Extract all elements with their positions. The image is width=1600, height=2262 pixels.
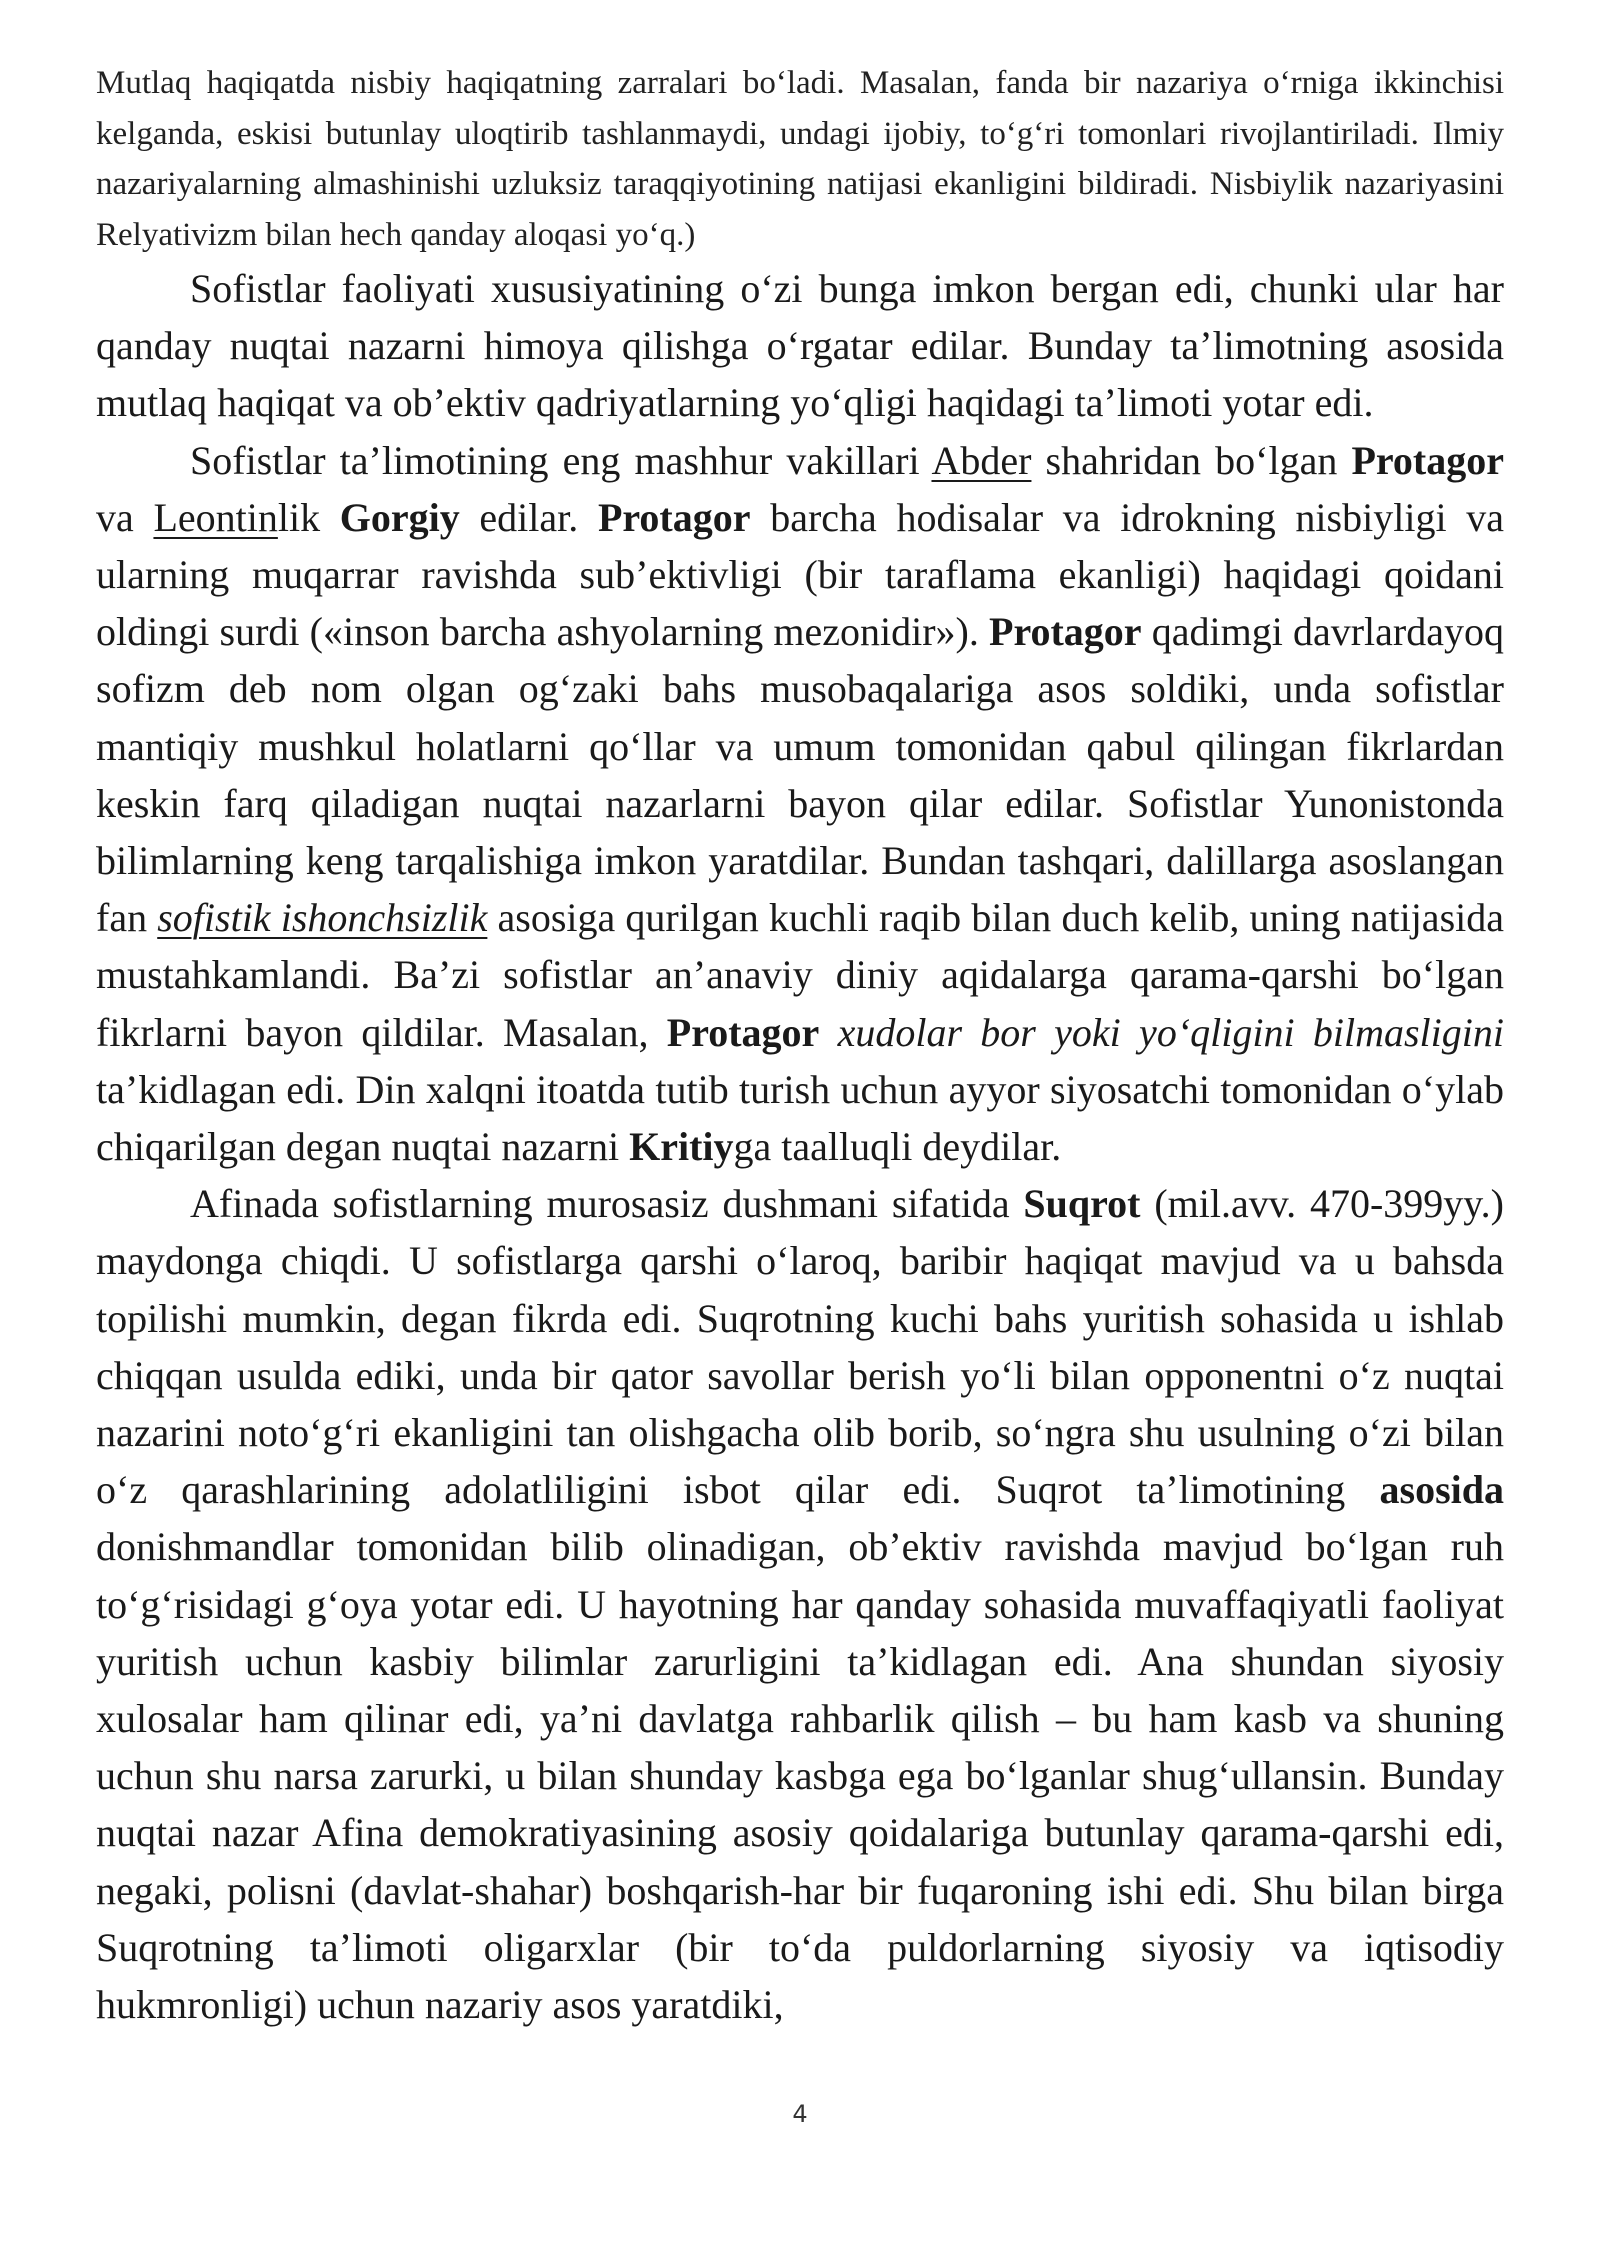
asosida-word: asosida <box>1379 1467 1504 1513</box>
protagor-name: Protagor <box>989 609 1142 655</box>
protagor-name: Protagor <box>666 1009 820 1055</box>
document-page <box>96 58 1504 2033</box>
text-span: asosiga qurilgan kuchli raqib bilan duch kelib, uning natijasida mustahkamlandi. Ba’zi sofistlar an’anaviy diniy aqidalarga qarama-qarshi bo‘lgan fikrlarni bayon qildilar. Masalan, <box>96 895 1504 1055</box>
text-span <box>819 1010 837 1055</box>
text-span: (mil.avv. 470-399yy.) maydonga chiqdi. U sofistlarga qarshi o‘laroq, baribir haqiqat mavjud va u bahsda topilishi mumkin, degan fikrda edi. Suqrotning kuchi bahs yuritish sohasida u ishlab chiqqan usulda ediki, unda bir qator savollar berish yo‘li bilan opponentni o‘z nuqtai nazarini noto‘g‘ri ekanligini tan olishgacha olib borib, so‘ngra shu usulning o‘zi bilan o‘z qarashlarining adolatliligini isbot qilar edi. Suqrot ta’limotining <box>96 1181 1505 1513</box>
text-span: Sofistlar ta’limotining eng mashhur vakillari <box>190 437 932 483</box>
page-number: 4 <box>792 2100 808 2128</box>
text-span: edilar. <box>459 494 598 540</box>
text-span: ta’kidlagan edi. Din xalqni itoatda tutib turish uchun ayyor siyosatchi tomonidan o‘ylab chiqarilgan degan nuqtai nazarni <box>96 1066 1504 1170</box>
text-span: ga taalluqli deydilar. <box>733 1124 1062 1170</box>
xudolar-phrase: xudolar bor yoki yo‘qligini bilmasligini <box>837 1009 1504 1055</box>
suqrot-name: Suqrot <box>1023 1181 1141 1227</box>
text-span: va <box>96 494 154 540</box>
sofists-paragraph: Sofistlar faoliyati xususiyatining o‘zi bunga imkon bergan edi, chunki ular har qanday nuqtai nazarni himoya qilishga o‘rgatar edilar. Bunday ta’limotning asosida mutlaq haqiqat va ob’ektiv qadriyatlarning yo‘qligi haqidagi ta’limoti yotar edi. <box>96 266 1504 426</box>
text-span: Afinada sofistlarning murosasiz dushmani sifatida <box>190 1181 1024 1227</box>
text-span: qadimgi davrlardayoq sofizm deb nom olgan og‘zaki bahs musobaqalariga asos soldiki, unda sofistlar mantiqiy mushkul holatlarni qo‘llar va umum tomonidan qabul qilingan fikrlardan keskin farq qiladigan nuqtai nazarlarni bayon qilar edilar. Sofistlar Yunonistonda bilimlarning keng tarqalishiga imkon yaratdilar. Bundan tashqari, dalillarga asoslangan fan <box>96 609 1504 941</box>
text-span: barcha hodisalar va idrokning nisbiyligi va ularning muqarrar ravishda sub’ektivligi (bir taraflama ekanligi) haqidagi qoidani oldingi surdi («inson barcha ashyolarning mezonidir»). <box>96 494 1504 655</box>
protagor-paragraph <box>96 432 1504 1176</box>
leontin-link: Leontin <box>153 494 278 540</box>
protagor-name: Protagor <box>597 494 751 540</box>
abder-link: Abder <box>931 437 1032 483</box>
protagor-name: Protagor <box>1351 437 1504 483</box>
kritiy-name: Kritiy <box>629 1124 734 1170</box>
text-span: lik <box>277 494 340 540</box>
gorgiy-name: Gorgiy <box>339 494 460 540</box>
suqrot-paragraph <box>96 1175 1504 2033</box>
text-span: donishmandlar tomonidan bilib olinadigan, ob’ektiv ravishda mavjud bo‘lgan ruh to‘g‘risidagi g‘oya yotar edi. U hayotning har qanday sohasida muvaffaqiyatli faoliyat yuritish uchun kasbiy bilimlar zarurligini ta’kidlagan edi. Ana shundan siyosiy xulosalar ham qilinar edi, ya’ni davlatga rahbarlik qilish – bu ham kasb va shuning uchun shu narsa zarurki, u bilan shunday kasbga ega bo‘lganlar shug‘ullansin. Bunday nuqtai nazar Afina demokratiyasining asosiy qoidalariga butunlay qarama-qarshi edi, negaki, polisni (davlat-shahar) boshqarish-har bir fuqaroning ishi edi. Shu bilan birga Suqrotning ta’limoti oligarxlar (bir to‘da puldorlarning siyosiy va iqtisodiy hukmronligi) uchun nazariy asos yaratdiki, <box>96 1524 1504 2028</box>
sofistik-term: sofistik ishonchsizlik <box>157 895 488 941</box>
text-span: shahridan bo‘lgan <box>1031 437 1352 483</box>
intro-paragraph: Mutlaq haqiqatda nisbiy haqiqatning zarralari bo‘ladi. Masalan, fanda bir nazariya o‘rniga ikkinchisi kelganda, eskisi butunlay uloqtirib tashlanmaydi, undagi ijobiy, to‘g‘ri tomonlari rivojlantiriladi. Ilmiy nazariyalarning almashinishi uzluksiz taraqqiyotining natijasi ekanligini bildiradi. Nisbiylik nazariyasini Relyativizm bilan hech qanday aloqasi yo‘q.) <box>96 65 1504 253</box>
